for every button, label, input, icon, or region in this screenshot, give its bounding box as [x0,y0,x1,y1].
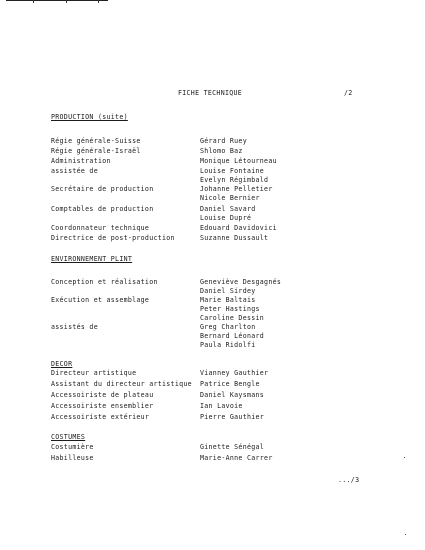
section-heading-production: PRODUCTION (suite) [51,113,128,121]
person-name: Edouard Davidovici [200,224,277,232]
person-name: Daniel Kaysmans [200,391,265,399]
section-heading-environnement: ENVIRONNEMENT PLINT [51,255,133,263]
person-name: Marie-Anne Carrer [200,454,273,462]
person-name: Paula Ridolfi [200,341,256,349]
role-label: Costumière [51,443,94,451]
person-name: Patrice Bengle [200,380,260,388]
person-name: Evelyn Régimbald [200,176,269,184]
role-label: Accessoiriste de plateau [51,391,154,399]
section-heading-decor: DECOR [51,360,73,368]
role-label: Habilleuse [51,454,94,462]
scan-speck [405,534,406,535]
person-name: Ginette Sénégal [200,443,265,451]
scan-speck [404,457,405,458]
page-title: FICHE TECHNIQUE [178,89,243,97]
role-label: Accessoiriste ensemblier [51,402,154,410]
role-label: Coordonnateur technique [51,224,150,232]
person-name: Suzanne Dussault [200,234,269,242]
person-name: Marie Baltais [200,296,256,304]
person-name: Daniel Sirdey [200,287,256,295]
person-name: Caroline Dessin [200,314,265,322]
role-label: Assistant du directeur artistique [51,380,192,388]
role-label: assistée de [51,167,98,175]
role-label: Comptables de production [51,205,154,213]
role-label: Directeur artistique [51,369,137,377]
role-label: Régie générale-Israël [51,147,141,155]
scan-edge-mark [33,0,34,3]
scan-edge-line [6,0,108,1]
role-label: Exécution et assemblage [51,296,150,304]
person-name: Johanne Pelletier [200,185,273,193]
continuation-marker: .../3 [338,476,360,484]
person-name: Geneviève Desgagnés [200,278,282,286]
role-label: Accessoiriste extérieur [51,413,150,421]
person-name: Louise Dupré [200,214,252,222]
role-label: assistés de [51,323,98,331]
person-name: Gérard Ruey [200,137,247,145]
person-name: Pierre Gauthier [200,413,265,421]
scan-edge-mark [66,0,67,3]
role-label: Régie générale-Suisse [51,137,141,145]
role-label: Secrétaire de production [51,185,154,193]
person-name: Daniel Savard [200,205,256,213]
role-label: Directrice de post-production [51,234,175,242]
person-name: Louise Fontaine [200,167,265,175]
person-name: Ian Lavoie [200,402,243,410]
section-heading-costumes: COSTUMES [51,433,86,441]
person-name: Nicole Bernier [200,194,260,202]
scan-edge-mark [98,0,99,3]
person-name: Bernard Léonard [200,332,265,340]
role-label: Conception et réalisation [51,278,158,286]
person-name: Vianney Gauthier [200,369,269,377]
page-number: /2 [344,89,353,97]
role-label: Administration [51,157,111,165]
person-name: Greg Charlton [200,323,256,331]
person-name: Peter Hastings [200,305,260,313]
person-name: Shlomo Baz [200,147,243,155]
person-name: Monique Létourneau [200,157,277,165]
